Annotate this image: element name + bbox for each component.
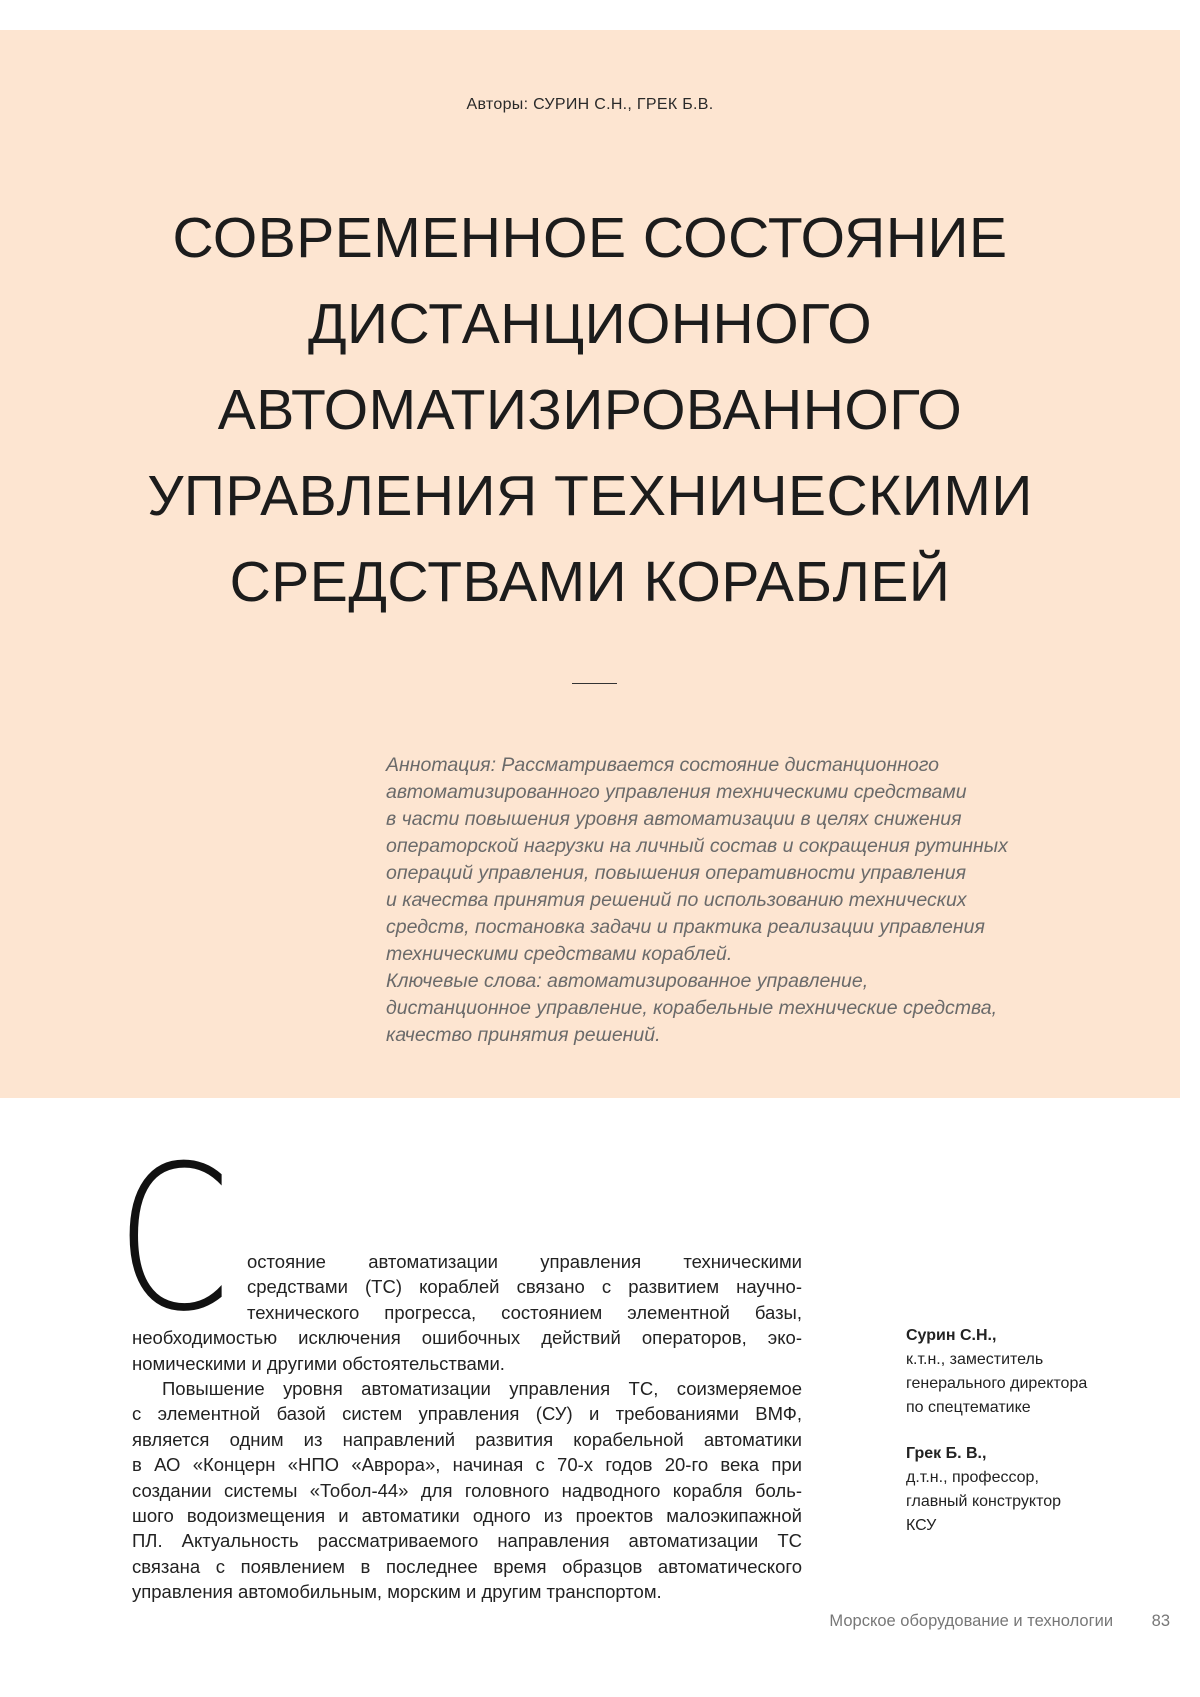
author-name: Сурин С.Н., [906,1327,997,1344]
title-line: ДИСТАНЦИОННОГО [307,292,873,356]
title-line: СОВРЕМЕННОЕ СОСТОЯНИЕ [172,206,1008,270]
page-number: 83 [1151,1612,1170,1630]
author-detail: к.т.н., заместитель [906,1351,1044,1368]
author-detail: генерального директора [906,1375,1088,1392]
body-line: в АО «Концерн «НПО «Аврора», начиная с 70-х годов 20-го века при [132,1454,802,1476]
body-line: ПЛ. Актуальность рассматриваемого направления автоматизации ТС [132,1530,802,1552]
body-line: связана с появлением в последнее время образцов автоматического [132,1555,802,1577]
title-divider [572,683,617,684]
abstract [386,752,1086,1049]
author-detail: КСУ [906,1517,937,1534]
title-line: АВТОМАТИЗИРОВАННОГО [217,378,963,442]
page-footer [829,1612,1170,1631]
body-line: создании системы «Тобол-44» для головного надводного корабля боль- [132,1479,802,1501]
author-info-surin [906,1324,1136,1420]
author-detail: главный конструктор [906,1493,1062,1510]
abstract-line: техническими средствами кораблей. [386,943,733,965]
keywords-line: качество принятия решений. [386,1024,661,1046]
body-line: остояние автоматизации управления техническими [247,1251,802,1272]
body-line: технического прогресса, состоянием элементной базы, [247,1301,802,1323]
abstract-line: Аннотация: Рассматривается состояние дистанционного [386,754,939,776]
abstract-line: операций управления, повышения оперативности управления [386,862,967,884]
body-text [132,1249,802,1605]
author-sidebar [906,1324,1136,1560]
body-line: с элементной базой систем управления (СУ) и требованиями ВМФ, [132,1403,802,1425]
author-detail: д.т.н., профессор, [906,1469,1039,1486]
keywords-line: дистанционное управление, корабельные технические средства, [386,997,998,1019]
keywords-line: Ключевые слова: автоматизированное управление, [386,970,869,992]
body-line: Повышение уровня автоматизации управления ТС, соизмеряемое [162,1378,802,1400]
journal-name: Морское оборудование и технологии [829,1612,1114,1630]
body-line: средствами (ТС) кораблей связано с развитием научно- [247,1276,802,1298]
author-detail: по спецтематике [906,1399,1031,1416]
abstract-line: и качества принятия решений по использованию технических [386,889,967,911]
body-line: управления автомобильным, морским и другим транспортом. [132,1581,662,1603]
abstract-line: автоматизированного управления техническими средствами [386,781,967,803]
drop-cap: С [116,1123,231,1356]
author-name: Грек Б. В., [906,1445,987,1462]
title-line: СРЕДСТВАМИ КОРАБЛЕЙ [229,550,951,614]
body-line: шого водоизмещения и автоматики одного из проектов малоэкипажной [132,1505,802,1527]
title-line: УПРАВЛЕНИЯ ТЕХНИЧЕСКИМИ [147,464,1033,528]
article-title [60,195,1120,625]
abstract-line: средств, постановка задачи и практика реализации управления [386,916,985,938]
body-line: необходимостью исключения ошибочных действий операторов, эко- [132,1327,802,1349]
abstract-line: в части повышения уровня автоматизации в целях снижения [386,808,962,830]
authors-line: Авторы: СУРИН С.Н., ГРЕК Б.В. [466,96,714,113]
body-line: является одним из направлений развития корабельной автоматики [132,1428,802,1450]
body-line: номическими и другими обстоятельствами. [132,1352,505,1374]
author-info-grek [906,1442,1136,1538]
abstract-line: операторской нагрузки на личный состав и сокращения рутинных [386,835,1008,857]
